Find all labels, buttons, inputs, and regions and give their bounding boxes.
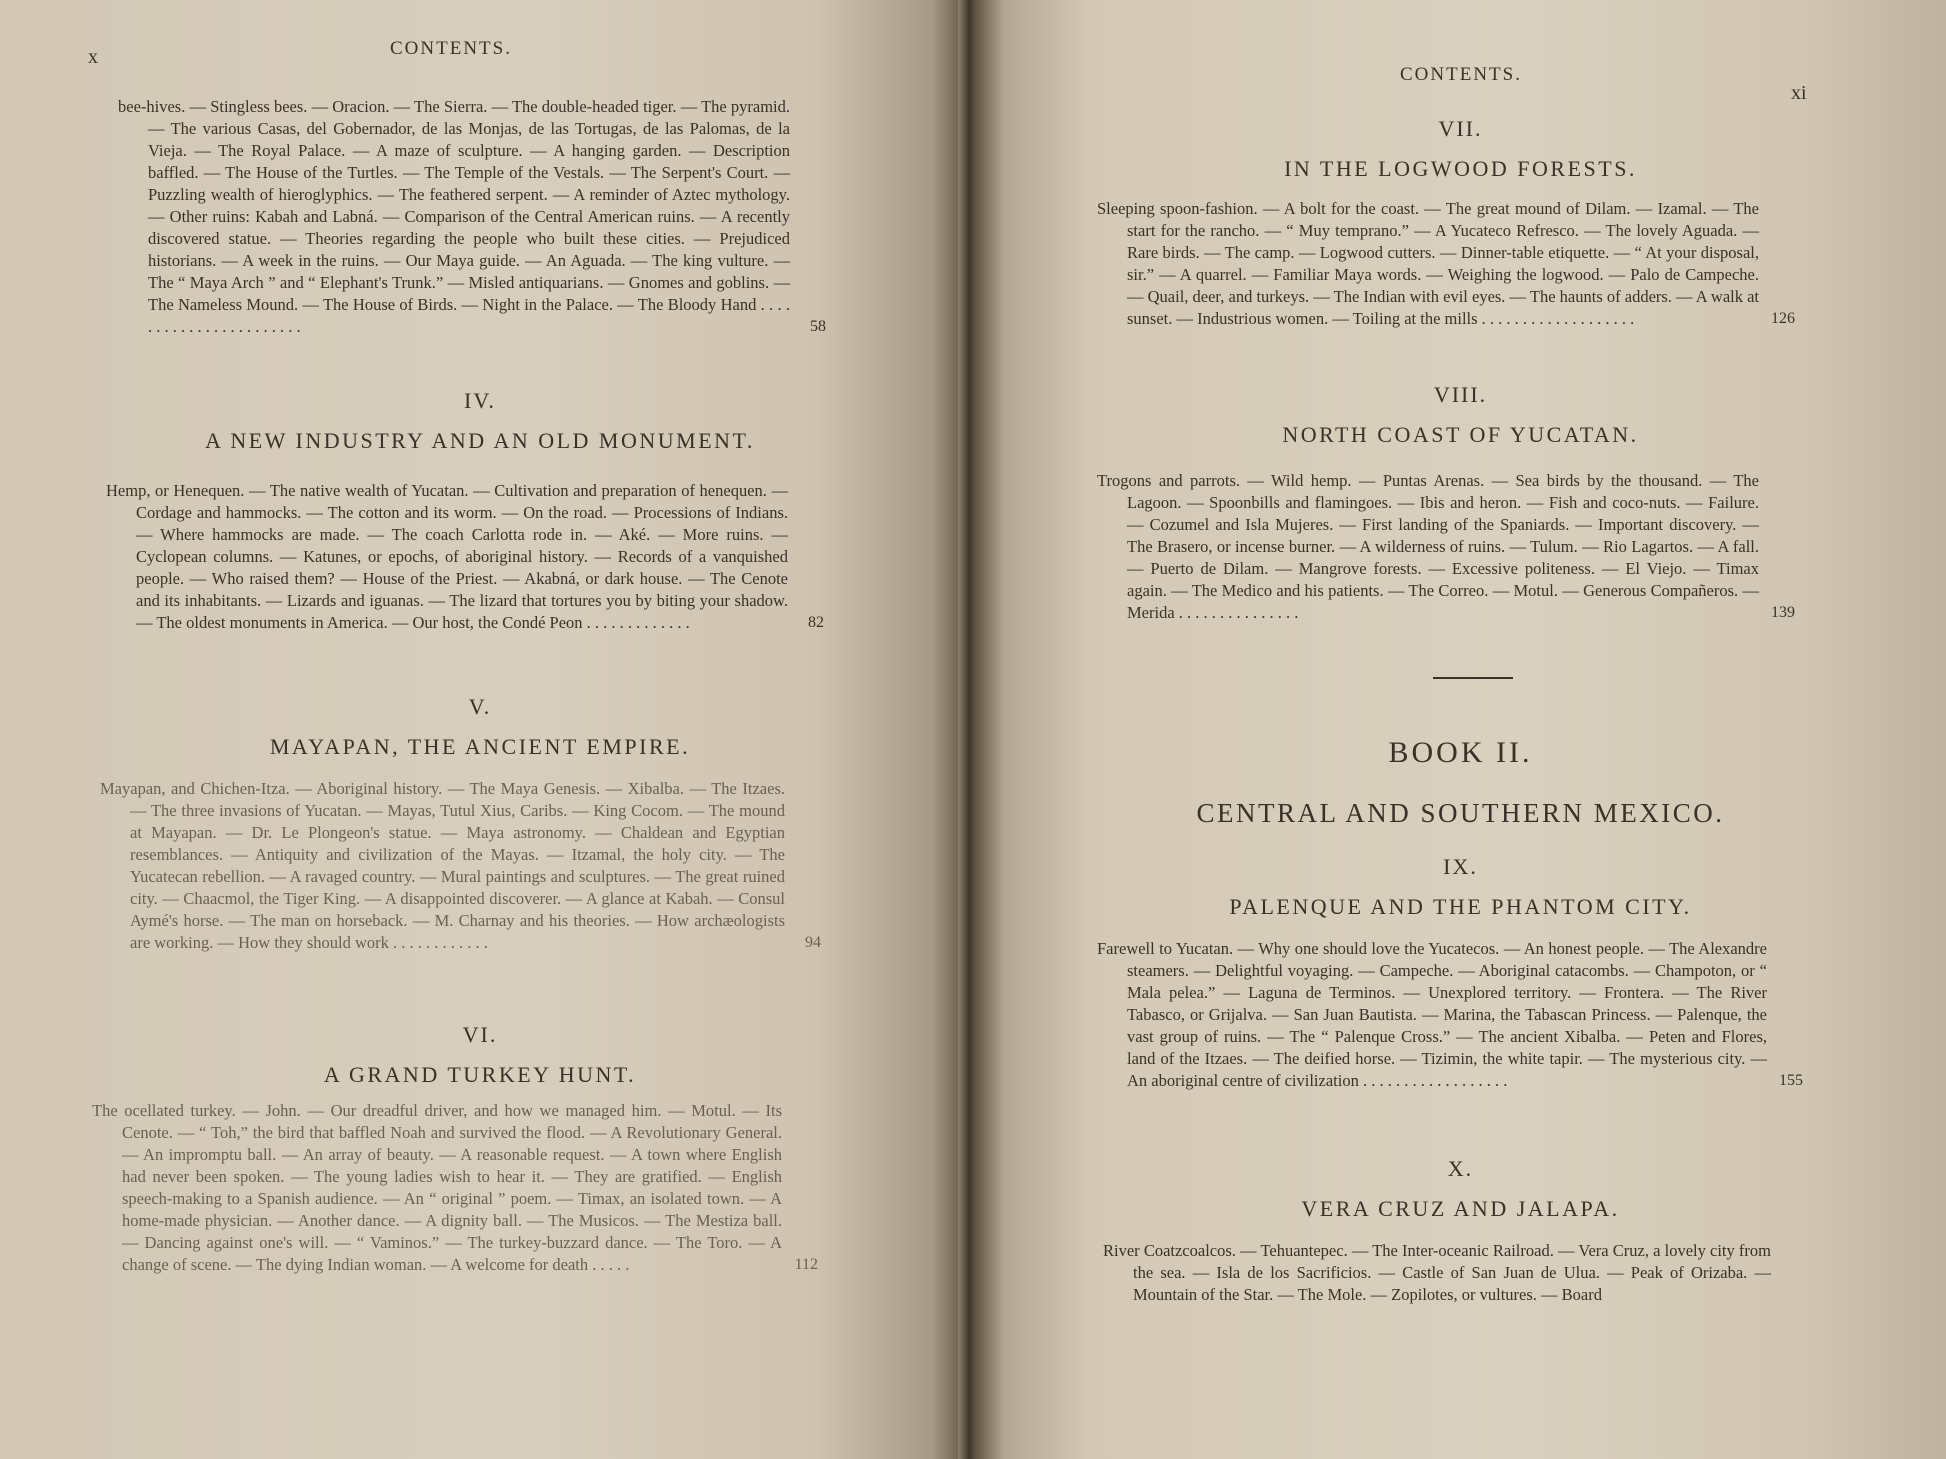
entry-text: bee-hives. — Stingless bees. — Oracion. — The Sierra. — The double-headed tiger. — The pyramid. — The various Casas, del Gobernador, de las Monjas, de las Tortugas, de las Palomas, de la Vieja. — The Royal Palace. — A maze of sculpture. — A hanging garden. — Description baffled. — The House of the Turtles. — The Temple of the Vestals. — The Serpent's Court. — Puzzling wealth of hieroglyphics. — The feathered serpent. — A reminder of Aztec mythology. — Other ruins: Kabah and Labná. — Comparison of the Central American ruins. — A recently discovered statue. — Theories regarding the people who built these cities. — Prejudiced historians. — A week in the ruins. — Our Maya guide. — An Aguada. — The king vulture. — The “ Maya Arch ” and “ Elephant's Trunk.” — Misled antiquarians. — Gnomes and goblins. — The Nameless Mound. — The House of Birds. — Night in the Palace. — The Bloody Hand . . . . . . . . . . . . . . . . . . . . . . . — [118, 97, 790, 336]
chapter-number: IX. — [1443, 854, 1478, 879]
entry-text: Sleeping spoon-fashion. — A bolt for the coast. — The great mound of Dilam. — Izamal. — The start for the rancho. — “ Muy temprano.” — A Yucateco Refresco. — The lovely Aguada. — Rare birds. — The camp. — Logwood cutters. — Dinner-table etiquette. — “ At your disposal, sir.” — A quarrel. — Familiar Maya words. — Weighing the logwood. — Palo de Campeche. — Quail, deer, and turkeys. — The Indian with evil eyes. — The haunts of adders. — A walk at sunset. — Industrious women. — Toiling at the mills . . . . . . . . . . . . . . . . . . . — [1097, 199, 1760, 328]
chapter-heading-vi — [40, 1022, 920, 1088]
entry-text: The ocellated turkey. — John. — Our dreadful driver, and how we managed him. — Motul. — Its Cenote. — “ Toh,” the bird that baffled Noah and survived the flood. — A Revolutionary General. — An impromptu ball. — An array of beauty. — A reasonable request. — A town where English had never been spoken. — The young ladies wish to hear it. — They are gratified. — English speech-making to a Spanish audience. — An “ original ” poem. — Timax, an isolated town. — A home-made physician. — Another dance. — A dignity ball. — The Musicos. — The Mestiza ball. — Dancing against one's will. — “ Vaminos.” — The turkey-buzzard dance. — The Toro. — A change of scene. — The dying Indian woman. — A welcome for death . . . . . — [92, 1101, 782, 1274]
book-heading: BOOK II. — [1388, 736, 1533, 769]
entry-text: River Coatzcoalcos. — Tehuantepec. — The Inter-oceanic Railroad. — Vera Cruz, a lovely city from the sea. — Isla de los Sacrificios. — Castle of San Juan de Ulua. — Peak of Orizaba. — Mountain of the Star. — The Mole. — Zopilotes, or vultures. — Board — [1103, 1241, 1771, 1304]
toc-entry-continuation — [118, 96, 826, 338]
chapter-title: VERA CRUZ AND JALAPA. — [1301, 1196, 1620, 1221]
toc-entry-ix — [1097, 938, 1803, 1092]
entry-text: Mayapan, and Chichen-Itza. — Aboriginal history. — The Maya Genesis. — Xibalba. — The Itzaes. — The three invasions of Yucatan. — Mayas, Tutul Xius, Caribs. — King Cocom. — The mound at Mayapan. — Dr. Le Plongeon's statue. — Maya astronomy. — Chaldean and Egyptian resemblances. — Antiquity and civilization of the Mayas. — Itzamal, the holy city. — The Yucatecan rebellion. — A ravaged country. — Mural paintings and sculptures. — The great ruined city. — Chaacmol, the Tiger King. — A disappointed discoverer. — A glance at Kabah. — Consul Aymé's horse. — The man on horseback. — M. Charnay and his theories. — How archæologists are working. — How they should work . . . . . . . . . . . . — [100, 779, 785, 952]
chapter-title: IN THE LOGWOOD FORESTS. — [1284, 156, 1637, 181]
left-page — [0, 0, 960, 1459]
page-number: 155 — [1779, 1072, 1803, 1089]
chapter-title: A GRAND TURKEY HUNT. — [323, 1062, 637, 1087]
right-folio: xi — [1791, 82, 1807, 104]
toc-entry-v — [100, 778, 821, 954]
chapter-heading-ix — [1035, 854, 1886, 920]
chapter-title: A NEW INDUSTRY AND AN OLD MONUMENT. — [205, 428, 755, 453]
book-title: CENTRAL AND SOUTHERN MEXICO. — [1196, 798, 1725, 828]
chapter-number: VI. — [462, 1022, 498, 1047]
chapter-heading-vii — [1035, 116, 1886, 182]
left-folio: x — [88, 46, 98, 68]
section-divider — [1433, 677, 1513, 679]
chapter-number: VII. — [1438, 116, 1483, 141]
right-running-head: CONTENTS. — [1400, 64, 1522, 85]
toc-entry-iv — [106, 480, 824, 634]
page-number: 58 — [810, 318, 826, 335]
chapter-heading-x — [1035, 1156, 1886, 1222]
chapter-number: IV. — [464, 388, 496, 413]
entry-text: Farewell to Yucatan. — Why one should love the Yucatecos. — An honest people. — The Alexandre steamers. — Delightful voyaging. — Campeche. — Aboriginal catacombs. — Champoton, or “ Mala pelea.” — Laguna de Terminos. — Unexplored territory. — Frontera. — The River Tabasco, or Grijalva. — San Juan Bautista. — Marina, the Tabascan Princess. — Palenque, the vast group of ruins. — The “ Palenque Cross.” — The ancient Xibalba. — Peten and Flores, land of the Itzaes. — The deified horse. — Tizimin, the white tapir. — The mysterious city. — An aboriginal centre of civilization . . . . . . . . . . . . . . . . . . — [1097, 939, 1767, 1090]
page-number: 126 — [1771, 310, 1795, 327]
left-running-head: CONTENTS. — [390, 38, 512, 59]
chapter-heading-iv — [40, 388, 920, 454]
chapter-number: VIII. — [1433, 382, 1488, 407]
chapter-number: X. — [1447, 1156, 1474, 1181]
chapter-title: PALENQUE AND THE PHANTOM CITY. — [1229, 894, 1692, 919]
page-number: 112 — [794, 1256, 818, 1273]
toc-entry-vi — [92, 1100, 818, 1276]
toc-entry-x — [1103, 1240, 1771, 1306]
entry-text: Hemp, or Henequen. — The native wealth of Yucatan. — Cultivation and preparation of henequen. — Cordage and hammocks. — The cotton and its worm. — On the road. — Processions of Indians. — Where hammocks are made. — The coach Carlotta rode in. — Aké. — More ruins. — Cyclopean columns. — Katunes, or epochs, of aboriginal history. — Records of a vanquished people. — Who raised them? — House of the Priest. — Akabná, or dark house. — The Cenote and its inhabitants. — Lizards and iguanas. — The lizard that tortures you by biting your shadow. — The oldest monuments in America. — Our host, the Condé Peon . . . . . . . . . . . . . — [106, 481, 788, 632]
toc-entry-viii — [1097, 470, 1795, 624]
chapter-heading-viii — [1035, 382, 1886, 448]
page-number: 82 — [808, 614, 824, 631]
page-number: 139 — [1771, 604, 1795, 621]
chapter-title: MAYAPAN, THE ANCIENT EMPIRE. — [269, 734, 691, 759]
entry-text: Trogons and parrots. — Wild hemp. — Puntas Arenas. — Sea birds by the thousand. — The Lagoon. — Spoonbills and flamingoes. — Ibis and heron. — Fish and coco-nuts. — Failure. — Cozumel and Isla Mujeres. — First landing of the Spaniards. — Important discovery. — The Brasero, or incense burner. — A wilderness of ruins. — Tulum. — Rio Lagartos. — A fall. — Puerto de Dilam. — Mangrove forests. — Excessive politeness. — El Viejo. — Timax again. — The Medico and his patients. — The Correo. — Motul. — Generous Compañeros. — Merida . . . . . . . . . . . . . . . — [1097, 471, 1759, 622]
page-number: 94 — [805, 934, 821, 951]
toc-entry-vii — [1097, 198, 1795, 330]
chapter-number: V. — [468, 694, 492, 719]
chapter-heading-v — [40, 694, 920, 760]
chapter-title: NORTH COAST OF YUCATAN. — [1282, 422, 1639, 447]
right-page — [975, 0, 1946, 1459]
